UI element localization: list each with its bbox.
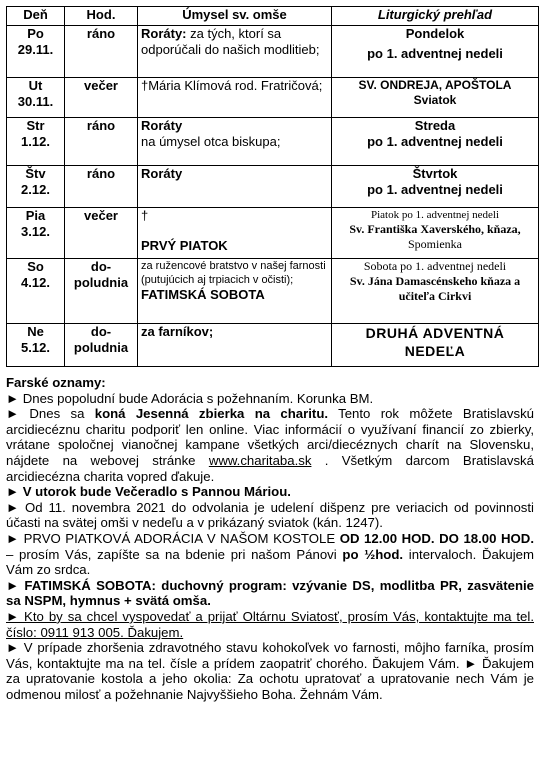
- day-date: 2.12.: [21, 182, 50, 197]
- table-row: [7, 78, 539, 118]
- intent-title: FATIMSKÁ SOBOTA: [141, 287, 265, 302]
- day-name: Štv: [25, 166, 46, 181]
- day-cell: [7, 78, 65, 118]
- day-name: So: [27, 259, 44, 274]
- announcement-highlight: OD 12.00 HOD. DO 18.00 HOD.: [339, 530, 534, 546]
- day-name: Pia: [25, 208, 46, 223]
- day-date: 29.11.: [17, 42, 54, 57]
- announcement-item: ► V prípade zhoršenia zdravotného stavu kohokoľvek vo farnosti, môjho farníka, prosím Vás, kontaktujte ma na tel. čísle a prídem zaopatriť chorého. Ďakujem Vám. ► Ďakujem za upratovanie kostola a jeho okolia: Za ochotu upratovať a upratovanie nech Vám je odmenou milosť a požehnanie Najvyššieho Boha. Žehnám Vám.: [6, 640, 534, 702]
- table-row: [7, 208, 539, 259]
- day-name: Str: [26, 118, 45, 133]
- liturgical-cell: [332, 259, 539, 324]
- announcement-highlight: po ½hod.: [342, 546, 404, 562]
- announcement-item: [6, 531, 534, 578]
- intent-cell: [138, 259, 332, 324]
- header-intent: Úmysel sv. omše: [138, 7, 332, 26]
- day-cell: [7, 324, 65, 367]
- day-name: Po: [27, 26, 44, 41]
- day-cell: [7, 118, 65, 166]
- hour-cell: ráno: [65, 166, 138, 208]
- announcement-item: [6, 406, 534, 484]
- hour-cell: večer: [65, 208, 138, 259]
- liturgical-note: po 1. adventnej nedeli: [367, 134, 503, 149]
- liturgical-day: DRUHÁ ADVENTNÁ: [365, 325, 505, 341]
- hour-line-2: poludnia: [73, 340, 129, 355]
- liturgical-day: Streda: [414, 118, 456, 133]
- header-day: Deň: [7, 7, 65, 26]
- announcement-item: [6, 609, 534, 640]
- liturgical-day: SV. ONDREJA, APOŠTOLA: [358, 78, 512, 92]
- day-date: 5.12.: [21, 340, 50, 355]
- intent-cell: [138, 118, 332, 166]
- hour-cell: ráno: [65, 26, 138, 78]
- hour-line-1: do-: [90, 324, 112, 339]
- intent-text: za tých, ktorí sa odporúčali do našich modlitieb;: [141, 26, 320, 57]
- intent-cross: †: [141, 208, 149, 223]
- announcement-item: ► FATIMSKÁ SOBOTA: duchovný program: vzývanie DS, modlitba PR, zasvätenie sa NSPM, hymnus + svätá omša.: [6, 577, 534, 609]
- hour-cell: [65, 259, 138, 324]
- announcement-text: – prosím Vás, zapíšte sa na bdenie pri našom Pánovi: [6, 546, 343, 562]
- intent-title: PRVÝ PIATOK: [141, 238, 228, 253]
- liturgical-day: Štvrtok: [412, 166, 458, 181]
- header-liturgical: Liturgický prehľad: [332, 7, 539, 26]
- liturgical-day: Pondelok: [405, 26, 465, 41]
- announcement-item: ► Od 11. novembra 2021 do odvolania je udelení dišpenz pre veriacich od povinnosti účasti na svätej omši v nedeľu a v prikázaný sviatok (kán. 1247).: [6, 499, 534, 531]
- liturgical-note: NEDEĽA: [404, 343, 466, 359]
- liturgical-cell: [332, 208, 539, 259]
- day-date: 3.12.: [21, 224, 50, 239]
- day-name: Ut: [28, 78, 43, 93]
- announcement-text: intervaloch. Ďakujem Vám zo srdca.: [6, 546, 534, 578]
- liturgical-note: po 1. adventnej nedeli: [367, 182, 503, 197]
- intent-cell: [138, 208, 332, 259]
- announcement-text: ► Dnes sa: [6, 406, 95, 422]
- liturgical-note: Sviatok: [413, 93, 457, 107]
- announcement-item: ► V utorok bude Večeradlo s Pannou Máriou.: [6, 484, 291, 500]
- intent-title: Roráty:: [141, 26, 187, 41]
- intent-cell: [138, 26, 332, 78]
- header-hour: Hod.: [65, 7, 138, 26]
- mass-schedule-table: [6, 6, 539, 367]
- day-date: 4.12.: [21, 275, 50, 290]
- announcement-text: ► PRVO PIATKOVÁ ADORÁCIA V NAŠOM KOSTOLE: [6, 530, 340, 546]
- day-cell: [7, 166, 65, 208]
- announcement-highlight: koná Jesenná zbierka na charitu.: [94, 406, 329, 422]
- intent-cell: za farníkov;: [138, 324, 332, 367]
- day-cell: [7, 26, 65, 78]
- table-row: [7, 259, 539, 324]
- intent-cell: †Mária Klímová rod. Fratričová;: [138, 78, 332, 118]
- intent-cell: Roráty: [138, 166, 332, 208]
- hour-cell: večer: [65, 78, 138, 118]
- liturgical-feast: [335, 222, 535, 252]
- liturgical-cell: [332, 324, 539, 367]
- liturgical-cell: [332, 166, 539, 208]
- intent-title: Roráty: [141, 118, 183, 133]
- day-date: 30.11.: [17, 94, 54, 109]
- table-header-row: [7, 7, 539, 26]
- day-date: 1.12.: [21, 134, 50, 149]
- confession-contact: ► Kto by sa chcel vyspovedať a prijať Oltárnu Sviatosť, prosím Vás, kontaktujte ma tel. číslo: 0911 913 005. Ďakujem.: [6, 608, 534, 640]
- saint-name: Sv. Františka Xaverského, kňaza,: [349, 222, 521, 236]
- liturgical-day: Piatok po 1. adventnej nedeli: [371, 209, 499, 221]
- parish-announcements: [6, 375, 534, 702]
- intent-text: za ružencové bratstvo v našej farnosti (putujúcich aj trpiacich v očisti);: [141, 260, 326, 286]
- table-row: [7, 166, 539, 208]
- liturgical-cell: [332, 26, 539, 78]
- liturgical-note: po 1. adventnej nedeli: [367, 46, 503, 61]
- table-row: [7, 26, 539, 78]
- liturgical-cell: [332, 78, 539, 118]
- charity-website-link[interactable]: www.charitaba.sk: [208, 452, 312, 468]
- day-cell: [7, 259, 65, 324]
- announcement-text: Tento rok môžete Bratislavskú arcidiecéznu charitu podporiť len online. Viac informácií o využívaní financií zo zbierky, vrátane spoločnej vianočnej kampane všetkých arci/diecéznych charít na Slovensku, nájdete na webovej stránke: [6, 406, 534, 468]
- liturgical-cell: [332, 118, 539, 166]
- announcements-title: Farské oznamy:: [6, 375, 106, 390]
- liturgical-rank: Spomienka: [408, 237, 462, 251]
- table-row: [7, 118, 539, 166]
- hour-line-1: do-: [90, 259, 112, 274]
- saint-name: Sv. Jána Damascénskeho kňaza a učiteľa Cirkvi: [349, 274, 521, 303]
- day-name: Ne: [27, 324, 44, 339]
- day-cell: [7, 208, 65, 259]
- intent-text: na úmysel otca biskupa;: [141, 134, 281, 149]
- announcement-item: ► Dnes popoludní bude Adorácia s požehnaním. Korunka BM.: [6, 390, 374, 406]
- hour-cell: [65, 324, 138, 367]
- table-row: [7, 324, 539, 367]
- liturgical-day: Sobota po 1. adventnej nedeli: [363, 259, 507, 273]
- hour-line-2: poludnia: [73, 275, 129, 290]
- hour-cell: ráno: [65, 118, 138, 166]
- announcement-text: . Všetkým darcom Bratislavská arcidiecézna charita vopred ďakuje.: [6, 452, 534, 484]
